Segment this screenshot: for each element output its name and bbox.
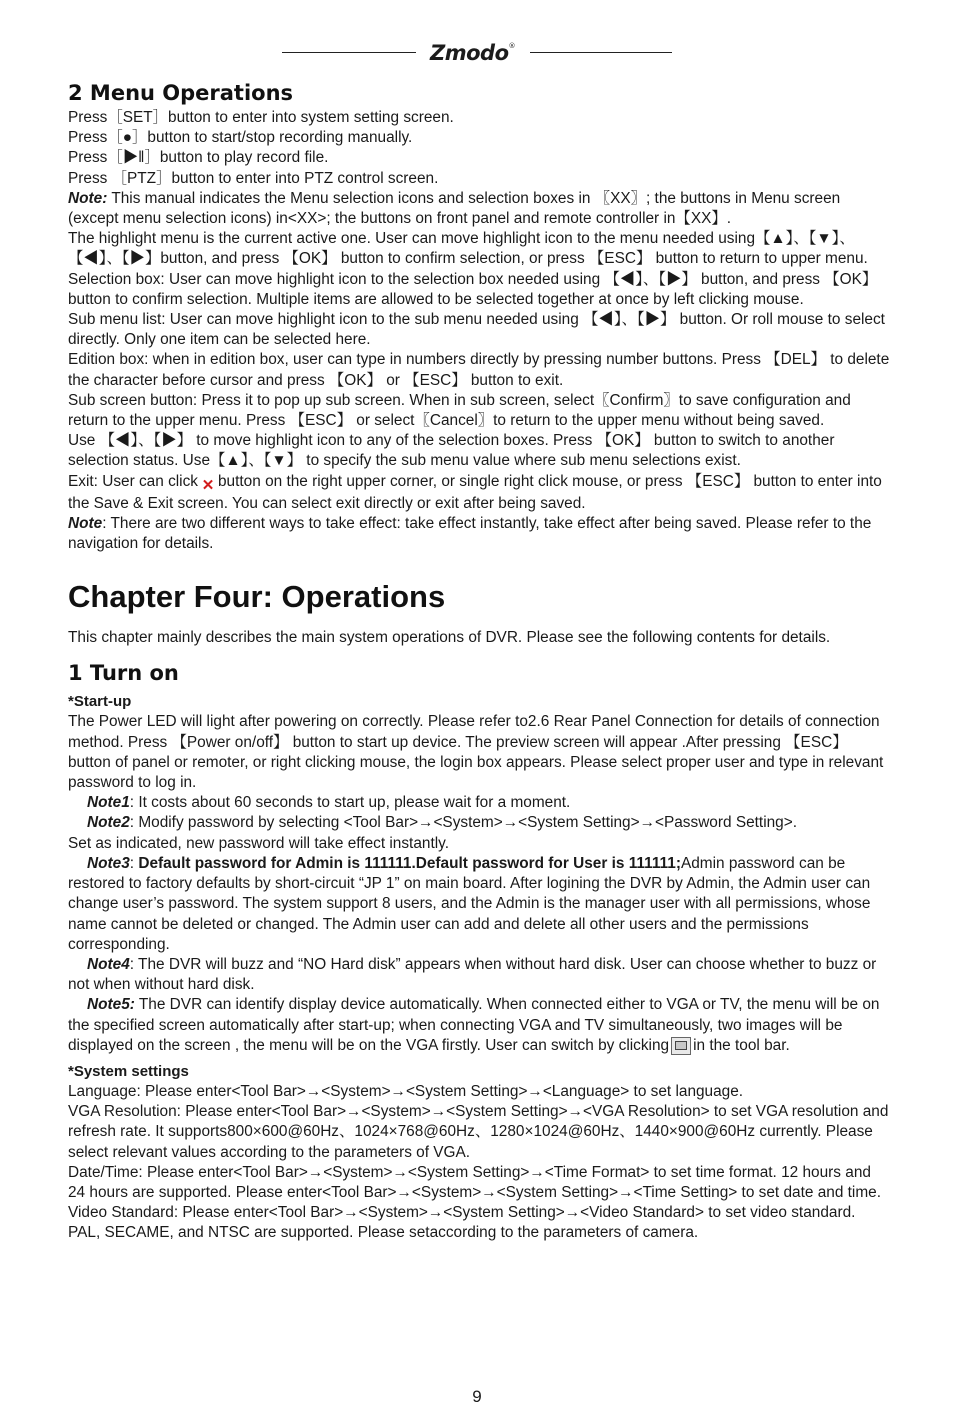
- header-rule-left: [282, 52, 416, 53]
- note2-continuation: Set as indicated, new password will take effect instantly.: [68, 834, 449, 852]
- startup-heading: *Start-up: [68, 693, 132, 711]
- note2-paragraph: Note2: Modify password by selecting <Tool Bar>→<System>→<System Setting>→<Password Setting>.: [87, 814, 798, 832]
- close-icon: ✕: [201, 476, 215, 494]
- note4-paragraph: Note4: The DVR will buzz and “NO Hard disk” appears when without hard disk. User can choose whether to buzz or not when without hard disk.: [68, 955, 877, 994]
- section-title-menu-operations: 2 Menu Operations: [68, 81, 294, 105]
- highlight-paragraph: The highlight menu is the current active one. User can move highlight icon to the menu needed using【▲】、【▼】、【◀】、【▶】button, and press 【OK】 button to confirm selection, or press 【ESC】 button to return to upper menu.: [68, 230, 868, 268]
- press-set-line: Press［SET］button to enter into system setting screen.: [68, 109, 454, 126]
- note-effect-label: Note: [68, 514, 103, 532]
- note-paragraph: [68, 189, 890, 229]
- page-content: [68, 78, 890, 1244]
- note1-paragraph: Note1: It costs about 60 seconds to start up, please wait for a moment.: [87, 794, 571, 812]
- note-label: Note:: [68, 189, 108, 207]
- zmodo-logo: Zmodo®: [430, 41, 515, 65]
- language-paragraph: Language: Please enter<Tool Bar>→<System>→<System Setting>→<Language> to set language.: [68, 1082, 744, 1100]
- press-ptz-line: Press ［PTZ］button to enter into PTZ control screen.: [68, 169, 439, 187]
- sub-screen-paragraph: Sub screen button: Press it to pop up sub screen. When in sub screen, select〖Confirm〗to save configuration and return to the upper menu. Press 【ESC】 or select〖Cancel〗to return to the upper menu without being saved.: [68, 391, 851, 430]
- header-rule-right: [530, 52, 672, 53]
- vga-switch-icon: [671, 1037, 691, 1055]
- note-effect-paragraph: Note: There are two different ways to take effect: take effect instantly, take effect after being saved. Please refer to the navigation for details.: [68, 514, 872, 553]
- section-title-turn-on: 1 Turn on: [68, 661, 179, 686]
- use-paragraph: Use 【◀】、【▶】 to move highlight icon to any of the selection boxes. Press 【OK】 button to switch to another selection status. Use【▲】、【▼】 to specify the sub menu value where sub menu selections exist.: [68, 432, 835, 470]
- chapter-title: Chapter Four: Operations: [68, 579, 446, 615]
- page-header: [0, 36, 954, 66]
- note3-paragraph: Note3: Default password for Admin is 111111.Default password for User is 111111;Admin password can be restored to factory defaults by short-circuit “JP 1” on main board. After logining the DVR by Admin, the Admin user can change user’s password. The system support 8 users, and the Admin is the manager user with all permissions, whose name cannot be deleted or changed. The Admin user can add and delete all other users and the permissions corresponding.: [68, 854, 871, 953]
- press-record-line: Press［●］button to start/stop recording manually.: [68, 129, 413, 147]
- vga-paragraph: VGA Resolution: Please enter<Tool Bar>→<System>→<System Setting>→<VGA Resolution> to set VGA resolution and refresh rate. It supports800×600@60Hz、1024×768@60Hz、1280×1024@60Hz、1440×900@60Hz currently. Please select relevant values according to the parameters of VGA.: [68, 1103, 889, 1161]
- press-play-line: Press［▶‖］button to play record file.: [68, 149, 329, 167]
- exit-paragraph: Exit: User can click ✕ button on the right upper corner, or single right click mouse, or press 【ESC】 button to enter into the Save & Exit screen. You can select exit directly or exit after being saved.: [68, 472, 882, 512]
- video-standard-paragraph: Video Standard: Please enter<Tool Bar>→<System>→<System Setting>→<Video Standard> to set video standard. PAL, SECAME, and NTSC are supported. Please setaccording to the parameters of camera.: [68, 1204, 856, 1242]
- note-text: This manual indicates the Menu selection icons and selection boxes in 〖XX〗; the buttons in Menu screen (except menu selection icons) in<XX>; the buttons on front panel and remote controller in【XX】.: [68, 189, 841, 228]
- startup-paragraph: The Power LED will light after powering on correctly. Please refer to2.6 Rear Panel Connection for details of connection method. Press 【Power on/off】 button to start up device. The preview screen will appear .After pressing 【ESC】 button of panel or remoter, or right clicking mouse, the login box appears. Please select proper user and type in relevant password to log in.: [68, 713, 884, 792]
- system-settings-heading: *System settings: [68, 1062, 189, 1080]
- datetime-paragraph: Date/Time: Please enter<Tool Bar>→<System>→<System Setting>→<Time Format> to set time format. 12 hours and 24 hours are supported. Please enter<Tool Bar>→<System>→<System Setting>→<Time Setting> to set date and time.: [68, 1163, 882, 1201]
- selection-box-paragraph: Selection box: User can move highlight icon to the selection box needed using 【◀】、【▶】 button, and press 【OK】 button to confirm selection. Multiple items are allowed to be selected together at once by left clicking mouse.: [68, 270, 878, 308]
- page-number: 9: [472, 1387, 482, 1406]
- note5-paragraph: Note5: The DVR can identify display device automatically. When connected either to VGA or TV, the menu will be on the specified screen automatically after start-up; when connecting VGA and TV simultaneously, two images will be displayed on the screen , the menu will be on the VGA firstly. User can switch by clicking in the tool bar.: [68, 996, 880, 1054]
- chapter-intro: This chapter mainly describes the main system operations of DVR. Please see the following contents for details.: [68, 629, 831, 647]
- sub-menu-paragraph: Sub menu list: User can move highlight icon to the sub menu needed using 【◀】、【▶】 button. Or roll mouse to select directly. Only one item can be selected here.: [68, 311, 885, 349]
- edition-box-paragraph: Edition box: when in edition box, user can type in numbers directly by pressing number buttons. Press 【DEL】 to delete the character before cursor and press 【OK】 or 【ESC】 button to exit.: [68, 351, 890, 389]
